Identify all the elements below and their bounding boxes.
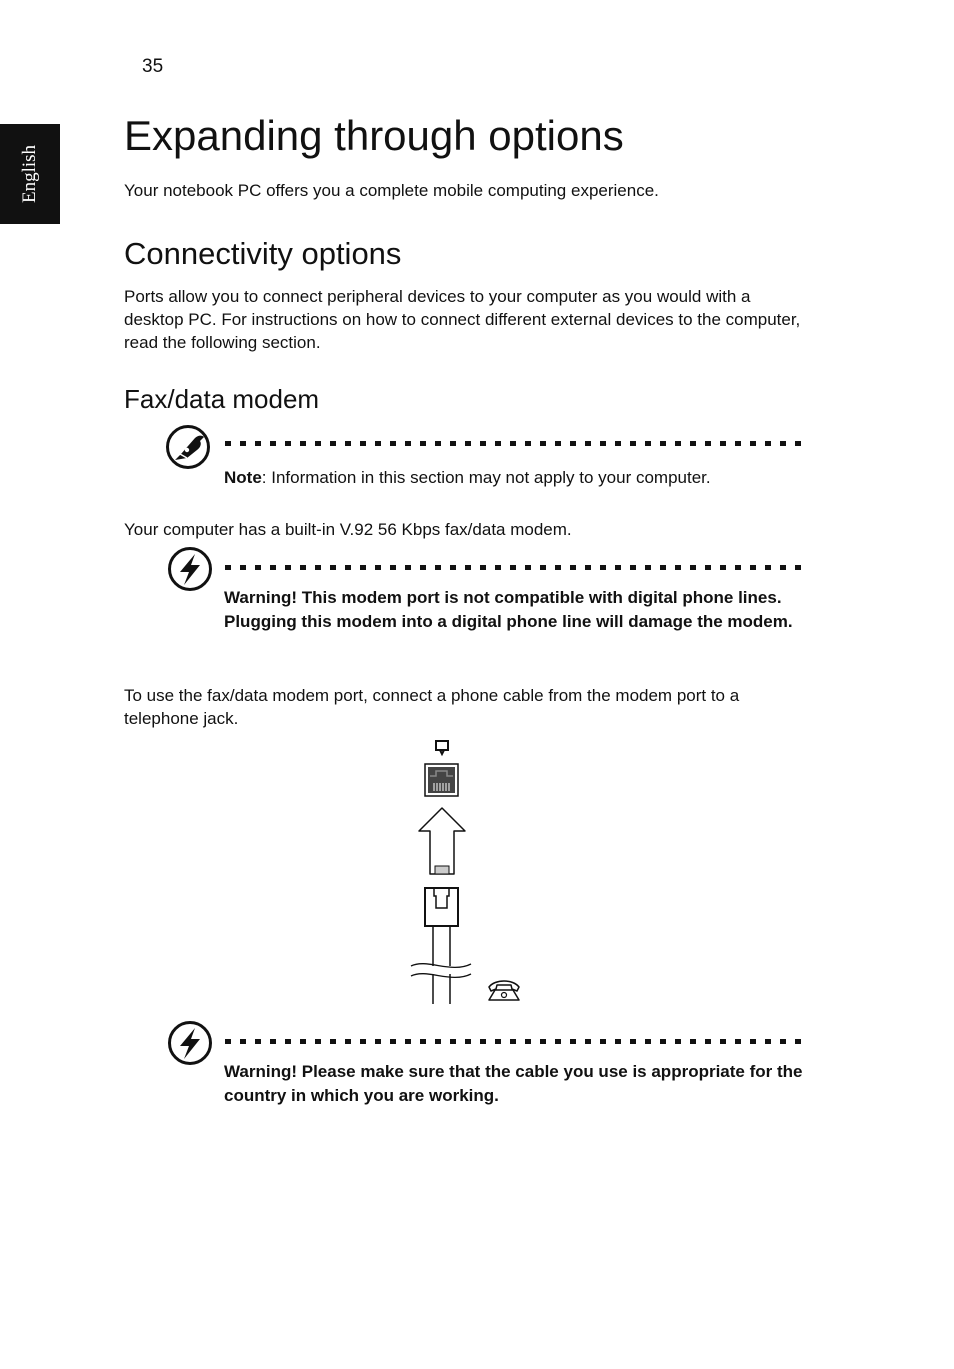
modem-connection-diagram bbox=[405, 736, 530, 1008]
telephone-icon bbox=[489, 981, 519, 1000]
warning-icon bbox=[167, 546, 213, 592]
section-title: Connectivity options bbox=[124, 236, 402, 271]
warning-text: Warning! This modem port is not compatible with digital phone lines. Plugging this modem into a digital phone line will damage the modem. bbox=[224, 588, 793, 631]
warning-divider bbox=[225, 565, 809, 570]
warning-icon bbox=[167, 1020, 213, 1066]
warning-divider bbox=[225, 1039, 809, 1044]
rj11-port-icon bbox=[425, 764, 458, 796]
modem-port-symbol-icon bbox=[436, 741, 448, 754]
note-body: : Information in this section may not apply to your computer. bbox=[261, 468, 711, 487]
modem-text: Your computer has a built-in V.92 56 Kbps fax/data modem. bbox=[124, 520, 572, 539]
up-arrow-icon bbox=[419, 808, 465, 874]
intro-text: Your notebook PC offers you a complete mobile computing experience. bbox=[124, 181, 659, 200]
section-text: Ports allow you to connect peripheral devices to your computer as you would with a desktop PC. For instructions on how to connect different external devices to the computer, read the following section. bbox=[124, 287, 801, 352]
phone-cable-icon bbox=[411, 926, 471, 1004]
usage-text: To use the fax/data modem port, connect a phone cable from the modem port to a telephone jack. bbox=[124, 686, 740, 728]
rj11-plug-icon bbox=[425, 888, 458, 926]
note-divider bbox=[225, 441, 809, 446]
page-number: 35 bbox=[142, 56, 164, 77]
language-tab-label: English bbox=[19, 144, 40, 204]
subsection-title: Fax/data modem bbox=[124, 384, 320, 414]
page-title: Expanding through options bbox=[124, 112, 624, 159]
note-icon bbox=[165, 424, 211, 470]
note-text bbox=[224, 466, 804, 490]
note-label: Note bbox=[224, 468, 262, 487]
warning-text: Warning! Please make sure that the cable you use is appropriate for the country in which you are working. bbox=[224, 1062, 803, 1105]
language-tab bbox=[0, 124, 60, 224]
